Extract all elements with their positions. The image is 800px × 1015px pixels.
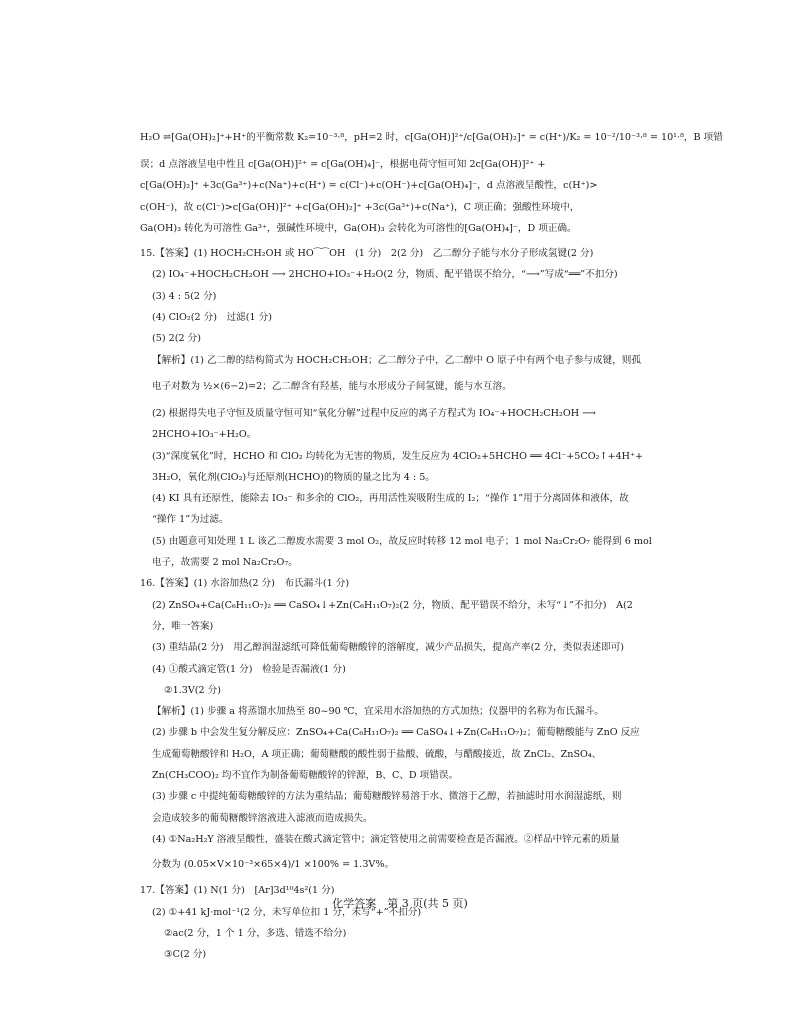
text-line: (5) 2(2 分) [152,333,201,345]
text-line: 会造成较多的葡萄糖酸锌溶液进入滤液而造成损失。 [152,812,373,824]
text-line: ②1.3V(2 分) [164,684,222,696]
text-line: (5) 由题意可知处理 1 L 该乙二醇废水需要 3 mol O₂，故反应时转移 12 mol 电子；1 mol Na₂Cr₂O₇ 能得到 6 mol [152,535,652,547]
text-line: ②ac(2 分，1 个 1 分，多选、错选不给分) [164,927,347,939]
question-17-answer: 17.【答案】(1) N(1 分) [Ar]3d¹⁰4s²(1 分) [140,885,335,897]
text-line: “操作 1”为过滤。 [152,514,229,526]
text-line: Zn(CH₃COO)₂ 均不宜作为制备葡萄糖酸锌的锌源，B、C、D 项错误。 [152,770,459,782]
text-line: (4) ①Na₂H₂Y 溶液呈酸性，盛装在酸式滴定管中；滴定管使用之前需要检查是否漏液。②样品中锌元素的质量 [152,833,620,845]
text-line: (3)“深度氧化”时，HCHO 和 ClO₂ 均转化为无害的物质，发生反应为 4ClO₂+5HCHO ══ 4Cl⁻+5CO₂↑+4H⁺+ [152,450,644,462]
text-line: ③C(2 分) [164,949,207,961]
question-15-answer: 15.【答案】(1) HOCH₂CH₂OH 或 HO⁀⁀OH (1 分) 2(2 分) 乙二醇分子能与水分子形成氢键(2 分) [140,248,594,260]
text-line: (2) ①+41 kJ·mol⁻¹(2 分，未写单位扣 1 分，未写“+”不扣分) [152,906,422,918]
text-line: (3) 步骤 c 中提纯葡萄糖酸锌的方法为重结晶；葡萄糖酸锌易溶于水、微溶于乙醇，若抽滤时用水润湿滤纸，则 [152,791,622,803]
text-line: 分数为 (0.05×V×10⁻³×65×4)/1 ×100% = 1.3V%。 [152,859,395,871]
question-16-analysis: 【解析】(1) 步骤 a 将蒸馏水加热至 80~90 ℃，宜采用水浴加热的方式加热；仪器甲的名称为布氏漏斗。 [152,706,604,718]
text-line: (2) 根据得失电子守恒及质量守恒可知“氧化分解”过程中反应的离子方程式为 IO₄⁻+HOCH₂CH₂OH ⟶ [152,407,596,419]
text-line: (2) 步骤 b 中会发生复分解反应：ZnSO₄+Ca(C₆H₁₁O₇)₂ ══ CaSO₄↓+Zn(C₆H₁₁O₇)₂；葡萄糖酸能与 ZnO 反应 [152,727,640,739]
text-line: (2) ZnSO₄+Ca(C₆H₁₁O₇)₂ ══ CaSO₄↓+Zn(C₆H₁₁O₇)₂(2 分，物质、配平错误不给分，未写“↓”不扣分) A(2 [152,599,633,611]
text-line: (3) 重结晶(2 分) 用乙醇润湿滤纸可降低葡萄糖酸锌的溶解度，减少产品损失，提高产率(2 分，类似表述即可) [152,642,625,654]
text-line: c(OH⁻)，故 c(Cl⁻)>c[Ga(OH)]²⁺ +c[Ga(OH)₂]⁺ +3c(Ga³⁺)+c(Na⁺)，C 项正确；强酸性环境中， [140,201,580,213]
text-line: (4) ClO₂(2 分) 过滤(1 分) [152,312,273,324]
text-line: 2HCHO+IO₃⁻+H₂O。 [152,429,257,441]
text-line: H₂O ⇌[Ga(OH)₂]⁺+H⁺的平衡常数 K₂=10⁻³·⁸，pH=2 时，c[Ga(OH)]²⁺/c[Ga(OH)₂]⁺ = c(H⁺)/K₂ = 10⁻²/10⁻³·⁸ = 10¹·⁸，B 项错 [140,132,723,143]
text-line: 3H₂O，氧化剂(ClO₂)与还原剂(HCHO)的物质的量之比为 4 : 5。 [152,471,435,483]
text-line: (4) ①酸式滴定管(1 分) 检验是否漏液(1 分) [152,663,346,675]
text-line: (3) 4 : 5(2 分) [152,290,217,302]
question-15-analysis: 【解析】(1) 乙二醇的结构简式为 HOCH₂CH₂OH；乙二醇分子中，乙二醇中 O 原子中有两个电子参与成键，则孤 [152,354,641,366]
answer-content [140,122,723,965]
question-16-answer: 16.【答案】(1) 水浴加热(2 分) 布氏漏斗(1 分) [140,578,350,590]
text-line: Ga(OH)₃ 转化为可溶性 Ga³⁺，强碱性环境中，Ga(OH)₃ 会转化为可溶性的[Ga(OH)₄]⁻，D 项正确。 [140,222,577,234]
text-line: 误；d 点溶液呈电中性且 c[Ga(OH)]²⁺ = c[Ga(OH)₄]⁻，根据电荷守恒可知 2c[Ga(OH)]²⁺ + [140,159,546,170]
page-footer: 化学答案 第 3 页(共 5 页) [332,897,468,910]
text-line: 电子对数为 ½×(6−2)=2；乙二醇含有羟基，能与水形成分子间氢键，能与水互溶。 [152,380,512,392]
text-line: 电子，故需要 2 mol Na₂Cr₂O₇。 [152,557,298,569]
text-line: c[Ga(OH)₂]⁺ +3c(Ga³⁺)+c(Na⁺)+c(H⁺) = c(Cl⁻)+c(OH⁻)+c[Ga(OH)₄]⁻，d 点溶液呈酸性，c(H⁺)> [140,180,598,192]
text-line: 分，唯一答案) [152,620,214,632]
text-line: (2) IO₄⁻+HOCH₂CH₂OH ⟶ 2HCHO+IO₃⁻+H₂O(2 分，物质、配平错误不给分，“⟶”写成“══”不扣分) [152,269,618,281]
text-line: 生成葡萄糖酸锌和 H₂O，A 项正确；葡萄糖酸的酸性弱于盐酸、硫酸，与醋酸接近，故 ZnCl₂、ZnSO₄、 [152,748,602,760]
text-line: (4) KI 具有还原性，能除去 IO₃⁻ 和多余的 ClO₂，再用活性炭吸附生成的 I₂；“操作 1”用于分离固体和液体，故 [152,493,629,505]
